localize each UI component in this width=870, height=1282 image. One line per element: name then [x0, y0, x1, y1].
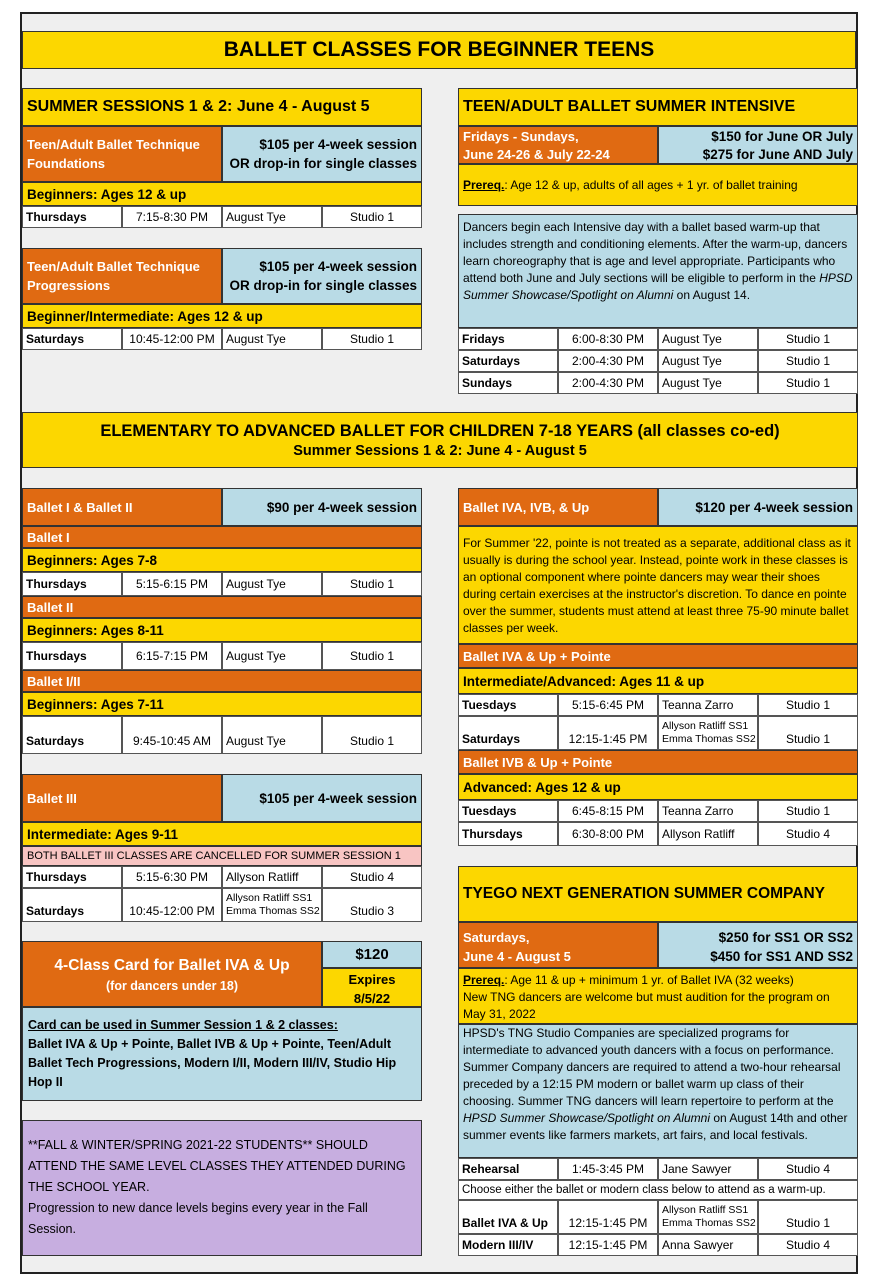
intensive-header: TEEN/ADULT BALLET SUMMER INTENSIVE [458, 88, 858, 126]
foundations-price-line1: $105 per 4-week session [259, 137, 417, 152]
elementary-header [22, 412, 858, 468]
class-card-usage [22, 1007, 422, 1101]
tng-days-line1: Saturdays, [463, 930, 530, 945]
progressions-price-line2: OR drop-in for single classes [229, 278, 417, 293]
instructor-ss1: Allyson Ratliff SS1 [662, 720, 749, 732]
expires-label: Expires [348, 972, 396, 987]
class-card-price: $120 [322, 941, 422, 968]
row-day: Modern III/IV [458, 1234, 558, 1256]
foundations-price-line2: OR drop-in for single classes [229, 156, 417, 171]
row-time: 10:45-12:00 PM [122, 328, 222, 350]
intensive-description [458, 214, 858, 328]
ballet2-level: Beginners: Ages 8-11 [22, 618, 422, 642]
prereq-label: Prereq. [463, 178, 505, 192]
row-day: Saturdays [22, 888, 122, 922]
row-studio: Studio 1 [758, 350, 858, 372]
main-title: BALLET CLASSES FOR BEGINNER TEENS [22, 31, 856, 69]
row-studio: Studio 1 [322, 328, 422, 350]
tng-header: TYEGO NEXT GENERATION SUMMER COMPANY [458, 866, 858, 922]
usage-list: Ballet IVA & Up + Pointe, Ballet IVB & Up + Pointe, Teen/Adult Ballet Tech Progressions, Modern I/II, Modern III/IV, Studio Hip Hop II [28, 1037, 397, 1089]
usage-heading: Card can be used in Summer Session 1 & 2 classes: [28, 1018, 338, 1032]
progressions-price [222, 248, 422, 304]
row-studio: Studio 4 [758, 1158, 858, 1180]
row-time: 12:15-1:45 PM [558, 716, 658, 750]
ballet3-level: Intermediate: Ages 9-11 [22, 822, 422, 846]
foundations-level: Beginners: Ages 12 & up [22, 182, 422, 206]
ballet3-cancel-notice: BOTH BALLET III CLASSES ARE CANCELLED FOR SUMMER SESSION 1 [22, 846, 422, 866]
instructor-ss2: Emma Thomas SS2 [662, 733, 756, 745]
instructor-ss1: Allyson Ratliff SS1 [226, 892, 313, 904]
ballet4-price: $120 per 4-week session [658, 488, 858, 526]
row-time: 2:00-4:30 PM [558, 372, 658, 394]
ballet3-price: $105 per 4-week session [222, 774, 422, 822]
progressions-name [22, 248, 222, 304]
row-day: Ballet IVA & Up [458, 1200, 558, 1234]
tng-days-line2: June 4 - August 5 [463, 949, 571, 964]
row-time: 10:45-12:00 PM [122, 888, 222, 922]
row-time: 9:45-10:45 AM [122, 716, 222, 754]
row-day: Thursdays [22, 572, 122, 596]
row-studio: Studio 1 [758, 694, 858, 716]
tng-prereq [458, 968, 858, 1024]
elementary-title: ELEMENTARY TO ADVANCED BALLET FOR CHILDREN 7-18 YEARS (all classes co-ed) [100, 422, 780, 440]
tng-description [458, 1024, 858, 1158]
class-card-title [22, 941, 322, 1007]
row-time: 6:15-7:15 PM [122, 642, 222, 670]
row-day: Saturdays [22, 328, 122, 350]
row-day: Saturdays [458, 716, 558, 750]
row-instructor: Jane Sawyer [658, 1158, 758, 1180]
row-time: 7:15-8:30 PM [122, 206, 222, 228]
desc-italic: HPSD Summer Showcase/Spotlight on Alumni [463, 1111, 710, 1125]
foundations-name-line2: Foundations [27, 156, 105, 171]
row-instructor: Allyson Ratliff [222, 866, 322, 888]
prereq-text: : Age 11 & up + minimum 1 yr. of Ballet IVA (32 weeks) [504, 973, 794, 987]
row-studio: Studio 1 [758, 328, 858, 350]
ballet4b-name: Ballet IVB & Up + Pointe [458, 750, 858, 774]
row-studio: Studio 4 [322, 866, 422, 888]
row-studio: Studio 1 [758, 372, 858, 394]
tng-price-line2: $450 for SS1 AND SS2 [710, 949, 853, 964]
row-day: Fridays [458, 328, 558, 350]
instructor-ss2: Emma Thomas SS2 [226, 905, 320, 917]
row-instructor [658, 716, 758, 750]
tng-audition-note: New TNG dancers are welcome but must audition for the program on May 31, 2022 [463, 990, 830, 1021]
row-instructor: August Tye [222, 716, 322, 754]
class-card-subtitle: (for dancers under 18) [106, 979, 238, 993]
progressions-level: Beginner/Intermediate: Ages 12 & up [22, 304, 422, 328]
desc-part: on August 14. [673, 288, 751, 302]
intensive-price [658, 126, 858, 164]
ballet4b-level: Advanced: Ages 12 & up [458, 774, 858, 800]
row-studio: Studio 4 [758, 822, 858, 846]
foundations-name [22, 126, 222, 182]
warmup-choice-note: Choose either the ballet or modern class below to attend as a warm-up. [458, 1180, 858, 1200]
row-day: Tuesdays [458, 800, 558, 822]
row-time: 1:45-3:45 PM [558, 1158, 658, 1180]
desc-part: on August 14th and other summer events like farmers markets, art fairs, and local festivals. [463, 1111, 848, 1142]
class-card-title-text: 4-Class Card for Ballet IVA & Up [54, 957, 290, 974]
row-studio: Studio 1 [322, 572, 422, 596]
desc-part: HPSD's TNG Studio Companies are specialized programs for intermediate to advanced youth dancers with a focus on performance. Summer Company dancers are required to attend a two-hour rehearsal preceded by a 12:15 PM modern or ballet warm up class of their choosing. Summer TNG dancers will learn repertoire to perform at the [463, 1026, 841, 1108]
row-time: 5:15-6:30 PM [122, 866, 222, 888]
row-day: Thursdays [22, 866, 122, 888]
prereq-text: : Age 12 & up, adults of all ages + 1 yr. of ballet training [504, 178, 798, 192]
row-studio: Studio 1 [758, 800, 858, 822]
row-day: Tuesdays [458, 694, 558, 716]
intensive-prereq [458, 164, 858, 206]
row-instructor: Allyson Ratliff [658, 822, 758, 846]
ballet3-name: Ballet III [22, 774, 222, 822]
expires-date: 8/5/22 [353, 991, 391, 1006]
intensive-days-line2: June 24-26 & July 22-24 [463, 147, 610, 162]
row-studio: Studio 3 [322, 888, 422, 922]
notice-line1: **FALL & WINTER/SPRING 2021-22 STUDENTS** SHOULD ATTEND THE SAME LEVEL CLASSES THEY ATTENDED DURING THE SCHOOL YEAR. [28, 1138, 406, 1194]
row-time: 12:15-1:45 PM [558, 1234, 658, 1256]
row-time: 5:15-6:45 PM [558, 694, 658, 716]
progressions-price-line1: $105 per 4-week session [259, 259, 417, 274]
row-instructor: August Tye [658, 372, 758, 394]
row-day: Saturdays [458, 350, 558, 372]
row-time: 2:00-4:30 PM [558, 350, 658, 372]
row-time: 6:45-8:15 PM [558, 800, 658, 822]
ballet2-name: Ballet II [22, 596, 422, 618]
intensive-price-line1: $150 for June OR July [711, 129, 853, 144]
row-day: Sundays [458, 372, 558, 394]
row-studio: Studio 1 [322, 716, 422, 754]
row-studio: Studio 1 [758, 716, 858, 750]
row-day: Saturdays [22, 716, 122, 754]
row-instructor: Teanna Zarro [658, 800, 758, 822]
row-day: Thursdays [458, 822, 558, 846]
row-instructor: August Tye [222, 642, 322, 670]
desc-italic: HPSD Summer Showcase/Spotlight on Alumni [463, 271, 853, 302]
ballet12-combined-name: Ballet I/II [22, 670, 422, 692]
instructor-ss1: Allyson Ratliff SS1 [662, 1204, 749, 1216]
row-instructor: Teanna Zarro [658, 694, 758, 716]
prereq-label: Prereq. [463, 973, 505, 987]
ballet4-name: Ballet IVA, IVB, & Up [458, 488, 658, 526]
ballet12-name: Ballet I & Ballet II [22, 488, 222, 526]
notice-line2: Progression to new dance levels begins every year in the Fall Session. [28, 1201, 368, 1236]
row-day: Thursdays [22, 206, 122, 228]
row-instructor: August Tye [658, 350, 758, 372]
progressions-name-line1: Teen/Adult Ballet Technique [27, 259, 200, 274]
row-studio: Studio 1 [758, 1200, 858, 1234]
summer-sessions-header: SUMMER SESSIONS 1 & 2: June 4 - August 5 [22, 88, 422, 126]
row-studio: Studio 1 [322, 206, 422, 228]
row-day: Rehearsal [458, 1158, 558, 1180]
foundations-name-line1: Teen/Adult Ballet Technique [27, 137, 200, 152]
instructor-ss2: Emma Thomas SS2 [662, 1217, 756, 1229]
ballet4a-level: Intermediate/Advanced: Ages 11 & up [458, 668, 858, 694]
row-instructor: August Tye [222, 328, 322, 350]
class-card-expires [322, 968, 422, 1007]
row-time: 5:15-6:15 PM [122, 572, 222, 596]
tng-price-line1: $250 for SS1 OR SS2 [718, 930, 853, 945]
ballet12-price: $90 per 4-week session [222, 488, 422, 526]
ballet1-name: Ballet I [22, 526, 422, 548]
ballet1-level: Beginners: Ages 7-8 [22, 548, 422, 572]
intensive-days [458, 126, 658, 164]
row-time: 6:00-8:30 PM [558, 328, 658, 350]
row-day: Thursdays [22, 642, 122, 670]
tng-days [458, 922, 658, 968]
tng-price [658, 922, 858, 968]
ballet4a-name: Ballet IVA & Up + Pointe [458, 644, 858, 668]
intensive-price-line2: $275 for June AND July [702, 147, 853, 162]
row-studio: Studio 1 [322, 642, 422, 670]
progressions-name-line2: Progressions [27, 278, 111, 293]
elementary-subtitle: Summer Sessions 1 & 2: June 4 - August 5 [293, 443, 587, 459]
returning-students-notice [22, 1120, 422, 1256]
row-instructor: Anna Sawyer [658, 1234, 758, 1256]
row-studio: Studio 4 [758, 1234, 858, 1256]
row-instructor: August Tye [222, 572, 322, 596]
row-time: 12:15-1:45 PM [558, 1200, 658, 1234]
ballet4-description: For Summer '22, pointe is not treated as a separate, additional class as it usually is during the school year. Instead, pointe work in these classes is an optional component where pointe dancers may wear their shoes during certain exercises at the instructor's discretion. To dance en pointe over the summer, students must attend at least three 75-90 minute ballet classes per week. [458, 526, 858, 644]
row-instructor [658, 1200, 758, 1234]
ballet12-combined-level: Beginners: Ages 7-11 [22, 692, 422, 716]
row-instructor [222, 888, 322, 922]
row-instructor: August Tye [222, 206, 322, 228]
intensive-days-line1: Fridays - Sundays, [463, 129, 579, 144]
row-instructor: August Tye [658, 328, 758, 350]
foundations-price [222, 126, 422, 182]
row-time: 6:30-8:00 PM [558, 822, 658, 846]
desc-part: Dancers begin each Intensive day with a ballet based warm-up that includes strength and conditioning elements. After the warm-up, dancers learn choreography that is age and level appropriate. Participants who attend both June and July sections will be eligible to perform in the [463, 220, 848, 285]
